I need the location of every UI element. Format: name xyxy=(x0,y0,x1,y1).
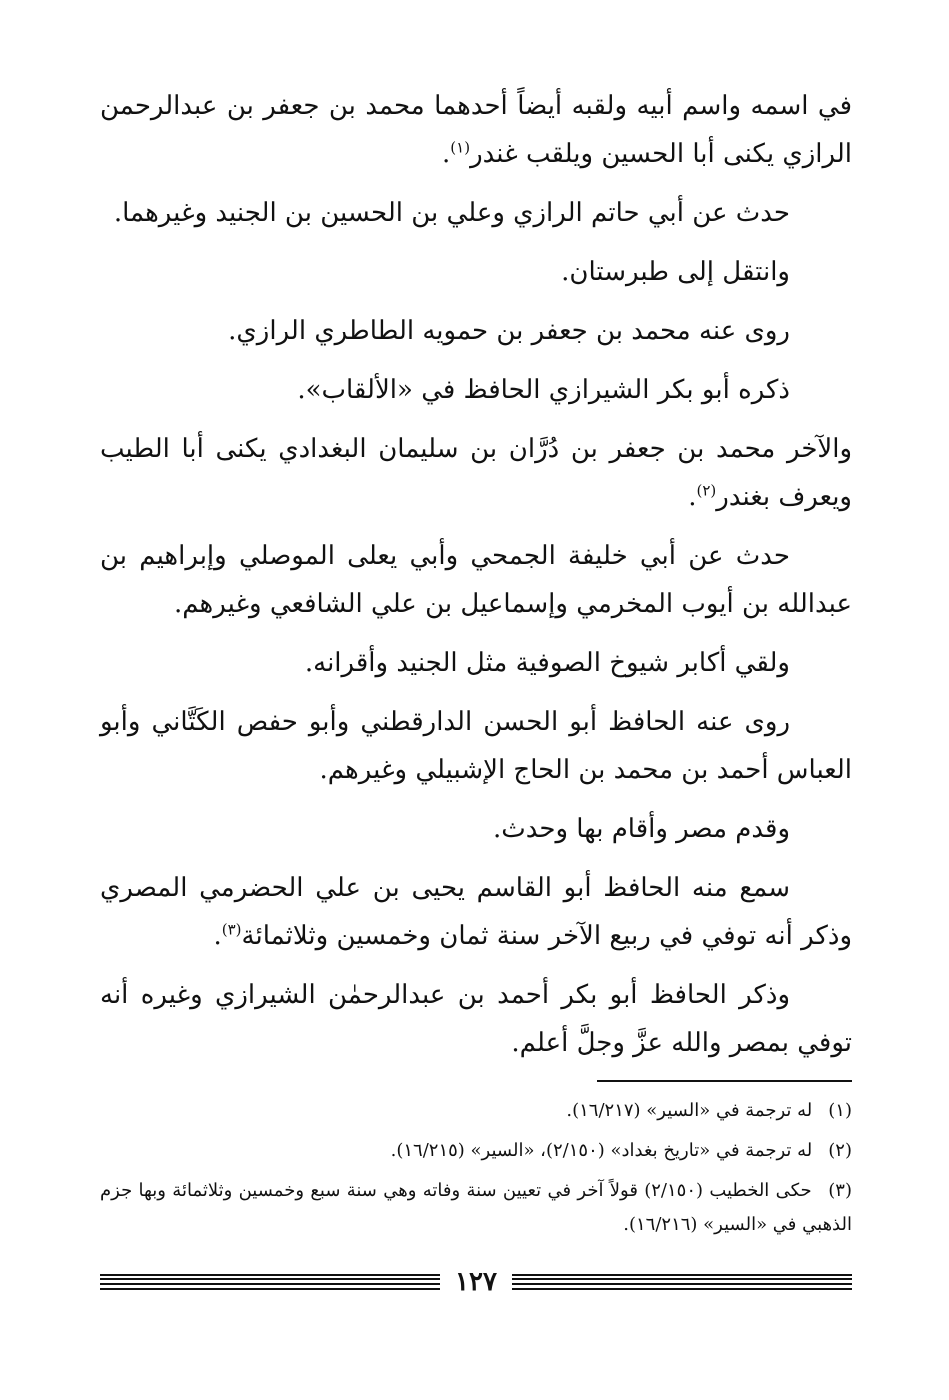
paragraph-3: وانتقل إلى طبرستان. xyxy=(561,257,790,287)
footnote-3 xyxy=(100,1174,852,1242)
paragraph-12: وذكر الحافظ أبو بكر أحمد بن عبدالرحمٰن الشيرازي وغيره أنه توفي بمصر والله عزَّ وجلَّ أعلم. xyxy=(100,980,852,1058)
main-text xyxy=(100,82,852,1078)
footnote-number: (٣) xyxy=(828,1180,852,1201)
paragraph-8: ولقي أكابر شيوخ الصوفية مثل الجنيد وأقرانه. xyxy=(304,648,790,678)
footnote-reference-3: (٣) xyxy=(221,920,242,939)
footnotes xyxy=(100,1094,852,1248)
footnote-1 xyxy=(100,1094,852,1128)
paragraph-4: روى عنه محمد بن جعفر بن حمويه الطاطري الرازي. xyxy=(228,316,790,346)
paragraph-11: سمع منه الحافظ أبو القاسم يحيى بن علي الحضرمي المصري وذكر أنه توفي في ربيع الآخر سنة ثمان وخمسين وثلاثمائة$^{(٣)}$. xyxy=(100,873,852,951)
paragraph-10: وقدم مصر وأقام بها وحدث. xyxy=(493,814,790,844)
footnote-text: حكى الخطيب (٢/١٥٠) قولاً آخر في تعيين سنة وفاته وهي سنة سبع وخمسين وثلاثمائة وبها جزم الذهبي في «السير» (١٦/٢١٦). xyxy=(100,1180,852,1235)
paragraph-9: روى عنه الحافظ أبو الحسن الدارقطني وأبو حفص الكَتَّاني وأبو العباس أحمد بن محمد بن الحاج الإشبيلي وغيرهم. xyxy=(100,707,852,785)
page-footer xyxy=(100,1267,852,1297)
footer-rule-right xyxy=(512,1274,852,1290)
paragraph-5: ذكره أبو بكر الشيرازي الحافظ في «الألقاب». xyxy=(297,375,790,405)
footnote-text: له ترجمة في «تاريخ بغداد» (٢/١٥٠)، «السير» (١٦/٢١٥). xyxy=(390,1140,813,1161)
page-number: ١٢٧ xyxy=(455,1267,497,1297)
paragraph-2: حدث عن أبي حاتم الرازي وعلي بن الحسين بن الجنيد وغيرهما. xyxy=(113,198,790,228)
paragraph-7: حدث عن أبي خليفة الجمحي وأبي يعلى الموصلي وإبراهيم بن عبدالله بن أيوب المخرمي وإسماعيل بن علي الشافعي وغيرهم. xyxy=(100,541,852,619)
footer-rule-left xyxy=(100,1274,440,1290)
footnote-number: (١) xyxy=(828,1100,852,1121)
paragraph-6: والآخر محمد بن جعفر بن دُرَّان بن سليمان البغدادي يكنى أبا الطيب ويعرف بغندر$^{(٢)}$. xyxy=(100,434,852,512)
footnote-text: له ترجمة في «السير» (١٦/٢١٧). xyxy=(566,1100,813,1121)
footnote-number: (٢) xyxy=(828,1140,852,1161)
footnote-2 xyxy=(100,1134,852,1168)
footnote-separator xyxy=(597,1080,852,1082)
footnote-reference-1: (١) xyxy=(450,138,471,157)
footnote-reference-2: (٢) xyxy=(696,481,717,500)
paragraph-1: في اسمه واسم أبيه ولقبه أيضاً أحدهما محمد بن جعفر بن عبدالرحمن الرازي يكنى أبا الحسين ويلقب غندر$^{(١)}$. xyxy=(100,91,852,169)
